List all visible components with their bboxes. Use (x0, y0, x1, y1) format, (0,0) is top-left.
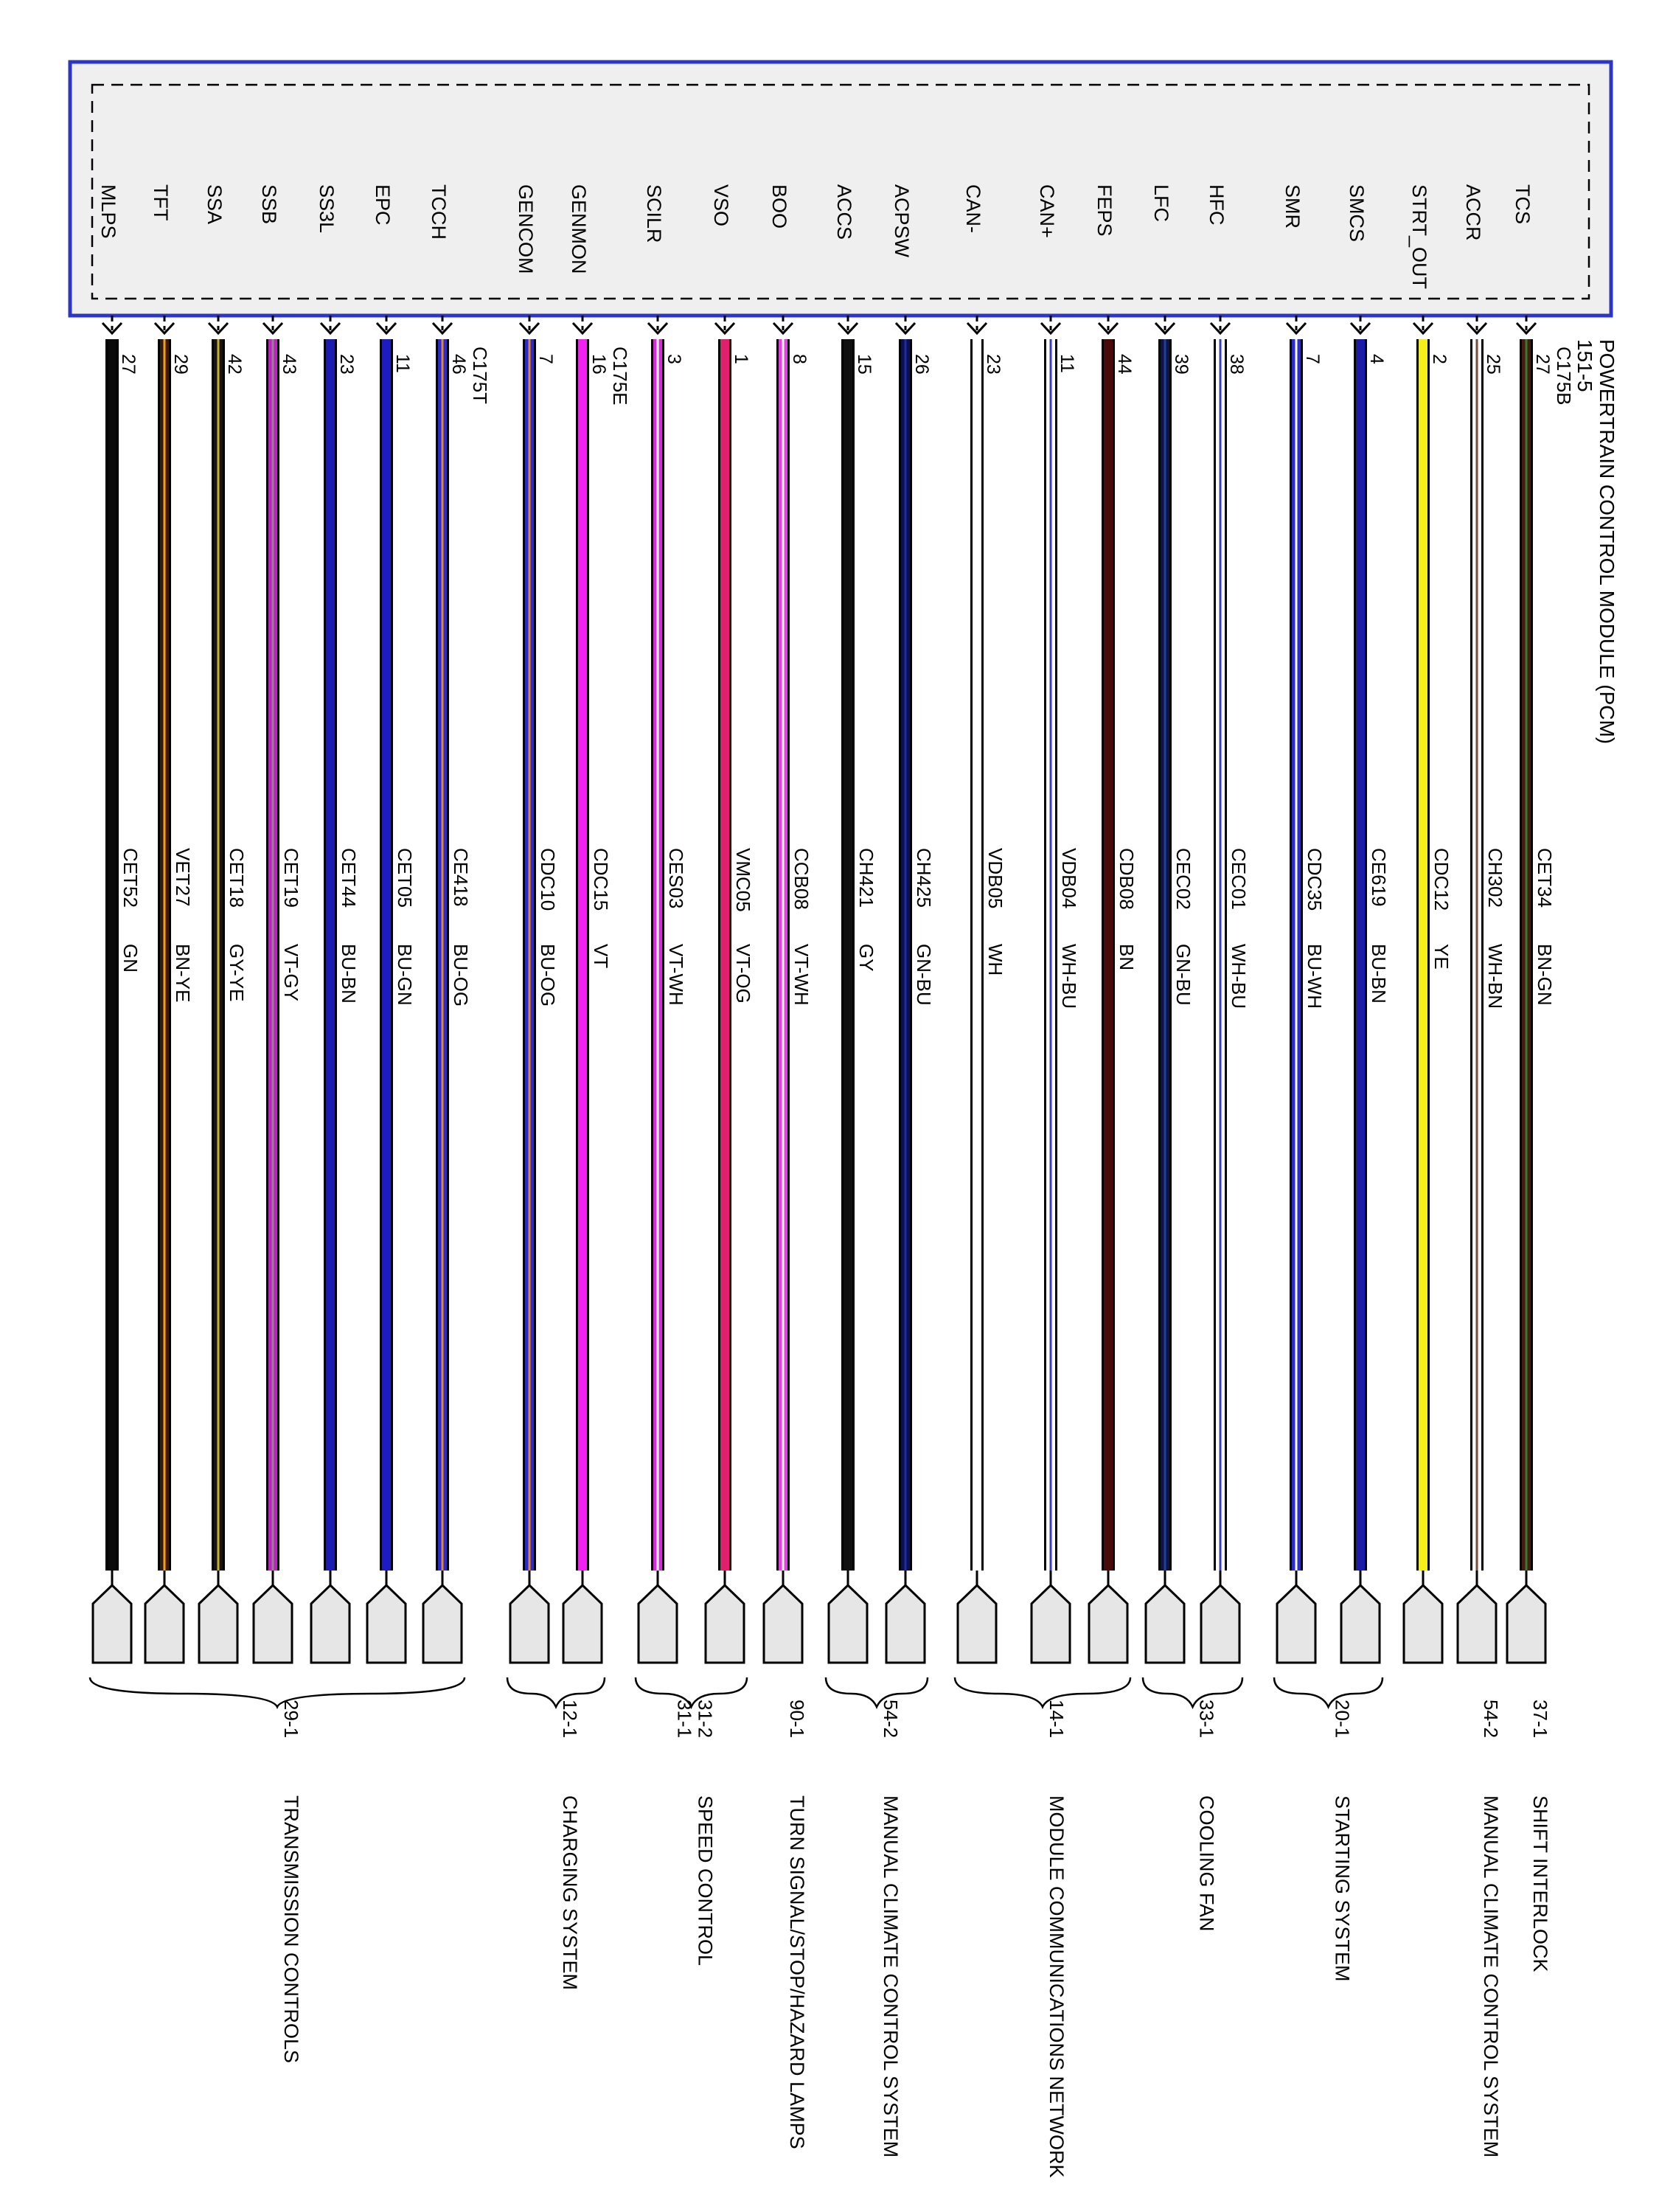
system-ref: 33-1 (1195, 1700, 1218, 1739)
signal-name: VSO (710, 184, 732, 227)
signal-name: SMCS (1346, 184, 1368, 243)
system-ref: 54-2 (880, 1700, 902, 1739)
terminal-connector (639, 1585, 677, 1663)
pin-number: 29 (170, 354, 191, 375)
signal-name: EPC (372, 184, 394, 226)
signal-name: GENCOM (515, 184, 537, 274)
terminal-connector (1277, 1585, 1315, 1663)
circuit-id: CDC10 (537, 848, 559, 911)
group-brace (90, 1677, 465, 1707)
system-label: COOLING FAN (1195, 1795, 1218, 1932)
pin-number: 25 (1483, 354, 1503, 375)
circuit-id: CDC12 (1430, 848, 1453, 911)
signal-name: SMR (1281, 184, 1304, 229)
pin-number: 15 (854, 354, 874, 375)
terminal-connector (764, 1585, 802, 1663)
terminal-connector (1146, 1585, 1184, 1663)
pin-number: 44 (1114, 354, 1135, 375)
signal-name: MLPS (97, 184, 119, 239)
system-label: TURN SIGNAL/STOP/HAZARD LAMPS (786, 1795, 808, 2149)
pin-number: 46 (448, 354, 469, 375)
pin-number: 43 (279, 354, 299, 375)
circuit-id: CES03 (665, 848, 687, 909)
group-brace (955, 1677, 1130, 1707)
circuit-id: CE619 (1368, 848, 1390, 907)
signal-name: ACCS (833, 184, 855, 240)
circuit-id: CH425 (913, 848, 935, 908)
signal-name: HFC (1206, 184, 1228, 226)
wire-color-code: BU-OG (537, 944, 559, 1007)
pin-number: 38 (1226, 354, 1247, 375)
systems-layer (90, 1677, 1551, 2178)
wire-color-code: WH (984, 944, 1006, 976)
pin-number: 3 (664, 354, 684, 364)
circuit-id: VDB04 (1058, 848, 1080, 909)
group-brace (1143, 1677, 1242, 1707)
module-ref: 151-5 (1573, 339, 1596, 392)
terminal-connector (145, 1585, 184, 1663)
system-label: SPEED CONTROL (694, 1795, 717, 1966)
pin-number: 16 (588, 354, 609, 375)
wire-color-code: GN (119, 944, 142, 973)
signal-name: SSA (204, 184, 226, 225)
wire-color-code: GY (855, 944, 877, 972)
terminal-connector (1201, 1585, 1239, 1663)
pin-number: 23 (336, 354, 357, 375)
circuit-id: CH302 (1484, 848, 1506, 908)
pin-number: 4 (1366, 354, 1387, 364)
signal-name: TFT (150, 184, 172, 221)
system-label: MANUAL CLIMATE CONTROL SYSTEM (1480, 1795, 1502, 2158)
wire-color-code: WH-BU (1058, 944, 1080, 1009)
terminal-connector (706, 1585, 744, 1663)
signal-name: CAN- (962, 184, 984, 233)
circuit-id: CET18 (226, 848, 248, 908)
wire-color-code: VT-WH (790, 944, 813, 1006)
pin-number: 11 (1057, 354, 1077, 373)
circuit-id: VET27 (172, 848, 194, 907)
wire-color-code: BN-YE (172, 944, 194, 1003)
signal-name: LFC (1150, 184, 1172, 223)
circuit-id: CET19 (280, 848, 302, 908)
group-brace (1274, 1677, 1382, 1707)
wires-layer (93, 184, 1575, 1663)
wire-color-code: BN-GN (1534, 944, 1556, 1006)
signal-name: SCILR (643, 184, 665, 243)
terminal-connector (254, 1585, 292, 1663)
wire-color-code: BU-GN (394, 944, 416, 1006)
pin-number: 7 (535, 354, 556, 364)
terminal-connector (311, 1585, 349, 1663)
terminal-connector (423, 1585, 462, 1663)
signal-name: ACPSW (891, 184, 913, 258)
system-ref: 12-1 (559, 1700, 581, 1739)
system-label: CHARGING SYSTEM (559, 1795, 581, 1991)
module-title: POWERTRAIN CONTROL MODULE (PCM) (1596, 339, 1618, 745)
wire-color-code: GN-BU (913, 944, 935, 1006)
terminal-connector (1089, 1585, 1127, 1663)
terminal-connector (1032, 1585, 1070, 1663)
terminal-connector (199, 1585, 237, 1663)
wire-color-code: GY-YE (226, 944, 248, 1002)
terminal-connector (829, 1585, 867, 1663)
terminal-connector (367, 1585, 406, 1663)
terminal-connector (1458, 1585, 1496, 1663)
system-ref: 31-1 (673, 1700, 696, 1739)
pin-number: 27 (118, 354, 139, 375)
circuit-id: CET44 (338, 848, 360, 908)
wire-color-code: YE (1430, 944, 1453, 970)
circuit-id: CDC15 (590, 848, 612, 911)
system-ref: 90-1 (786, 1700, 808, 1739)
signal-name: SS3L (316, 184, 338, 234)
pin-number: 39 (1171, 354, 1192, 375)
system-ref: 54-2 (1480, 1700, 1502, 1739)
system-label: STARTING SYSTEM (1331, 1795, 1354, 1982)
system-label: MODULE COMMUNICATIONS NETWORK (1046, 1795, 1068, 2178)
signal-name: STRT_OUT (1408, 184, 1430, 290)
circuit-id: CEC01 (1228, 848, 1250, 910)
circuit-id: CDC35 (1304, 848, 1326, 911)
connector-id: C175T (469, 347, 491, 405)
circuit-id: CET34 (1534, 848, 1556, 908)
pin-number: 26 (911, 354, 932, 375)
system-ref: 20-1 (1331, 1700, 1354, 1739)
wire-color-code: GN-BU (1172, 944, 1194, 1006)
wire-color-code: VT-GY (280, 944, 302, 1002)
pin-number: 7 (1302, 354, 1323, 364)
wire-color-code: WH-BN (1484, 944, 1506, 1009)
system-ref: 14-1 (1046, 1700, 1068, 1739)
connector-id: C175E (609, 347, 631, 406)
wire-color-code: VT-WH (665, 944, 687, 1006)
signal-name: SSB (258, 184, 280, 225)
pin-number: 27 (1532, 354, 1553, 375)
system-ref: 37-1 (1529, 1700, 1551, 1739)
circuit-id: CEC02 (1172, 848, 1194, 910)
circuit-id: CH421 (855, 848, 877, 908)
pin-number: 2 (1429, 354, 1450, 364)
wire-color-code: BU-BN (1368, 944, 1390, 1004)
pin-number: 11 (392, 354, 413, 373)
system-label: TRANSMISSION CONTROLS (280, 1795, 302, 2064)
wire-color-code: BU-BN (338, 944, 360, 1004)
signal-name: BOO (768, 184, 790, 229)
terminal-connector (93, 1585, 131, 1663)
system-label: SHIFT INTERLOCK (1529, 1795, 1551, 1972)
pin-number: 8 (789, 354, 810, 364)
group-brace (826, 1677, 928, 1707)
circuit-id: CDB08 (1116, 848, 1138, 910)
wire-color-code: VT-OG (732, 944, 754, 1004)
signal-name: GENMON (568, 184, 590, 274)
pin-number: 23 (983, 354, 1004, 375)
terminal-connector (1341, 1585, 1380, 1663)
wire-color-code: BU-WH (1304, 944, 1326, 1009)
pin-number: 42 (224, 354, 245, 375)
terminal-connector (1404, 1585, 1442, 1663)
circuit-id: CCB08 (790, 848, 813, 910)
wire-color-code: WH-BU (1228, 944, 1250, 1009)
signal-name: ACCR (1462, 184, 1484, 241)
signal-name: FEPS (1093, 184, 1116, 237)
circuit-id: CET52 (119, 848, 142, 908)
system-ref: 29-1 (280, 1700, 302, 1739)
terminal-connector (563, 1585, 602, 1663)
pin-number: 1 (731, 354, 751, 364)
signal-name: TCS (1512, 184, 1534, 224)
system-label: MANUAL CLIMATE CONTROL SYSTEM (880, 1795, 902, 2158)
wire-color-code: BN (1116, 944, 1138, 971)
circuit-id: VMC05 (732, 848, 754, 912)
circuit-id: VDB05 (984, 848, 1006, 909)
system-ref: 31-2 (694, 1700, 717, 1739)
wire-color-code: VT (590, 944, 612, 969)
signal-name: TCCH (428, 184, 450, 240)
terminal-connector (510, 1585, 549, 1663)
connector-id: C175B (1553, 347, 1575, 406)
wire-color-code: BU-OG (450, 944, 472, 1007)
group-brace (507, 1677, 605, 1707)
circuit-id: CET05 (394, 848, 416, 908)
terminal-connector (958, 1585, 996, 1663)
terminal-connector (1507, 1585, 1545, 1663)
terminal-connector (886, 1585, 925, 1663)
circuit-id: CE418 (450, 848, 472, 907)
signal-name: CAN+ (1036, 184, 1058, 238)
